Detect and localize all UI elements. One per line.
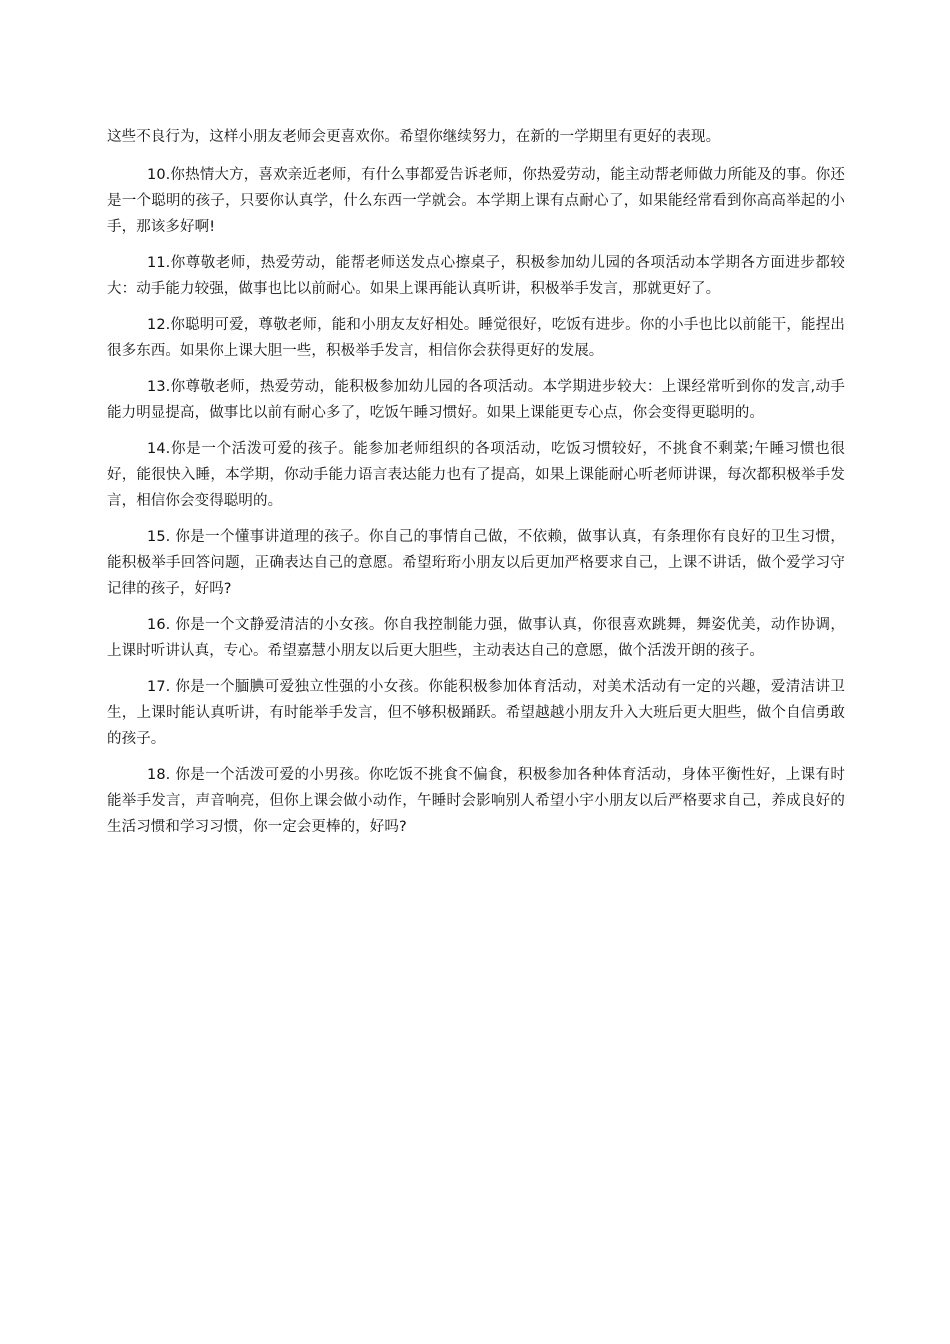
comment-17: 17. 你是一个腼腆可爱独立性强的小女孩。你能积极参加体育活动，对美术活动有一定的兴趣，爱清洁讲卫生，上课时能认真听讲，有时能举手发言，但不够积极踊跃。希望越越小朋友升入大班后更大胆些，做个自信勇敢的孩子。 <box>107 679 845 747</box>
comment-18: 18. 你是一个活泼可爱的小男孩。你吃饭不挑食不偏食，积极参加各种体育活动，身体平衡性好，上课有时能举手发言，声音响亮，但你上课会做小动作，午睡时会影响别人希望小宇小朋友以后严格要求自己，养成良好的生活习惯和学习习惯，你一定会更棒的，好吗? <box>107 767 845 835</box>
comment-13: 13.你尊敬老师，热爱劳动，能积极参加幼儿园的各项活动。本学期进步较大：上课经常听到你的发言,动手能力明显提高，做事比以前有耐心多了，吃饭午睡习惯好。如果上课能更专心点，你会变得更聪明的。 <box>107 379 845 421</box>
comment-10: 10.你热情大方，喜欢亲近老师，有什么事都爱告诉老师，你热爱劳动，能主动帮老师做力所能及的事。你还是一个聪明的孩子，只要你认真学，什么东西一学就会。本学期上课有点耐心了，如果能经常看到你高高举起的小手，那该多好啊! <box>107 167 845 235</box>
paragraph-continuation: 这些不良行为，这样小朋友老师会更喜欢你。希望你继续努力，在新的一学期里有更好的表现。 <box>107 129 721 145</box>
comment-15: 15. 你是一个懂事讲道理的孩子。你自己的事情自己做，不依赖，做事认真，有条理你有良好的卫生习惯，能积极举手回答问题，正确表达自己的意愿。希望珩珩小朋友以后更加严格要求自己，上课不讲话，做个爱学习守记律的孩子，好吗? <box>107 529 845 597</box>
document-page <box>107 124 845 850</box>
comment-16: 16. 你是一个文静爱清洁的小女孩。你自我控制能力强，做事认真，你很喜欢跳舞，舞姿优美，动作协调，上课时听讲认真，专心。希望嘉慧小朋友以后更大胆些，主动表达自己的意愿，做个活泼开朗的孩子。 <box>107 617 845 659</box>
comment-11: 11.你尊敬老师，热爱劳动，能帮老师送发点心擦桌子，积极参加幼儿园的各项活动本学期各方面进步都较大：动手能力较强，做事也比以前耐心。如果上课再能认真听讲，积极举手发言，那就更好了。 <box>107 255 845 297</box>
comment-14: 14.你是一个活泼可爱的孩子。能参加老师组织的各项活动，吃饭习惯较好，不挑食不剩菜;午睡习惯也很好，能很快入睡，本学期，你动手能力语言表达能力也有了提高，如果上课能耐心听老师讲课，每次都积极举手发言，相信你会变得聪明的。 <box>107 441 845 509</box>
comment-12: 12.你聪明可爱，尊敬老师，能和小朋友友好相处。睡觉很好，吃饭有进步。你的小手也比以前能干，能捏出很多东西。如果你上课大胆一些，积极举手发言，相信你会获得更好的发展。 <box>107 317 845 359</box>
